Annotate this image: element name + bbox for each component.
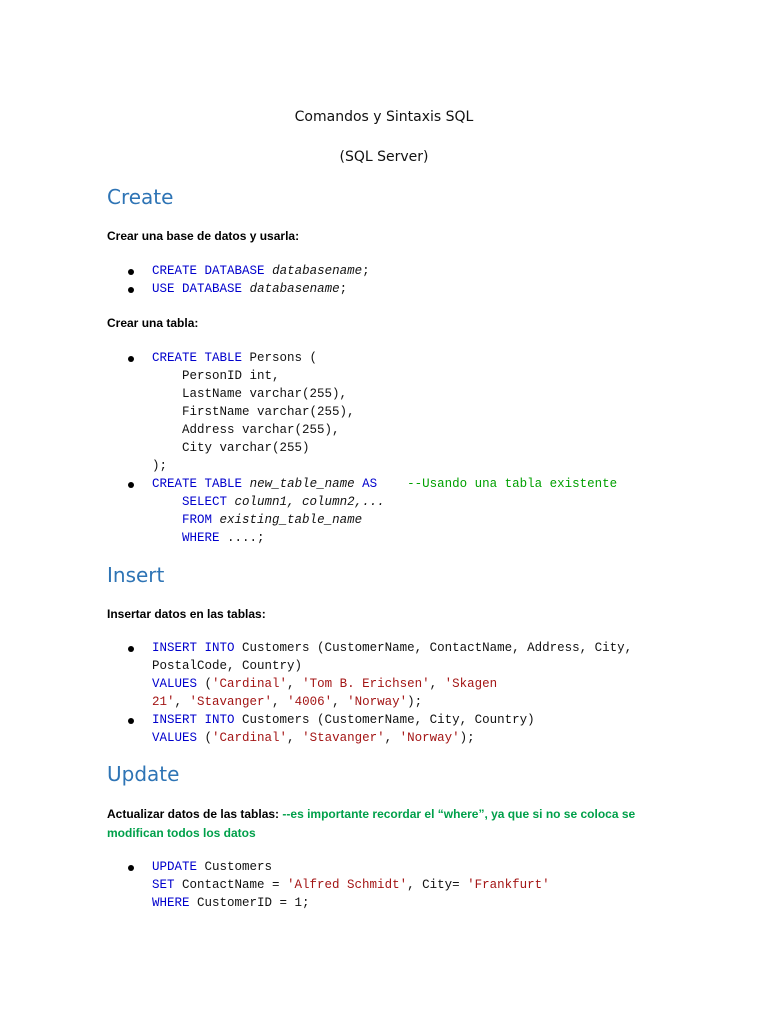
keyword: INTO: [204, 641, 235, 655]
keyword: CREATE: [152, 264, 198, 278]
para-update: Actualizar datos de las tablas: --es importante recordar el “where”, ya que si no se coloca se modifican todos los datos: [107, 807, 636, 840]
para-insert: Insertar datos en las tablas:: [107, 607, 266, 621]
keyword: WHERE: [152, 896, 190, 910]
keyword: SELECT: [182, 495, 228, 509]
heading-create: Create: [107, 185, 174, 209]
document-subtitle: (SQL Server): [339, 149, 429, 165]
identifier: new_table_name: [249, 477, 355, 491]
code-create-table-persons: CREATE TABLE Persons ( PersonID int, LastName varchar(255), FirstName varchar(255), Address varchar(255), City varchar(255) );: [152, 351, 355, 473]
code-create-table-as-select: CREATE TABLE new_table_name AS --Usando una tabla existente SELECT column1, column2,... FROM existing_table_name WHERE ....;: [152, 477, 618, 545]
keyword: VALUES: [152, 731, 198, 745]
keyword: FROM: [182, 513, 213, 527]
para-create-db: Crear una base de datos y usarla:: [107, 229, 300, 243]
keyword: TABLE: [204, 351, 243, 365]
document-title: Comandos y Sintaxis SQL: [294, 109, 474, 125]
bullet: [128, 349, 136, 357]
heading-insert: Insert: [107, 563, 165, 587]
keyword: TABLE: [204, 477, 243, 491]
identifier: databasename: [272, 264, 363, 278]
identifier: databasename: [249, 282, 340, 296]
keyword: CREATE: [152, 351, 198, 365]
bullet: [128, 639, 136, 647]
code-update: UPDATE Customers SET ContactName = 'Alfred Schmidt', City= 'Frankfurt' WHERE CustomerID = 1;: [152, 860, 550, 910]
heading-update: Update: [107, 762, 180, 786]
update-note: --es importante recordar el “where”, ya que si no se coloca se: [279, 807, 636, 821]
keyword: DATABASE: [204, 264, 265, 278]
code-insert-2: INSERT INTO Customers (CustomerName, City, Country) VALUES ('Cardinal', 'Stavanger', 'Norway');: [152, 713, 535, 745]
keyword: DATABASE: [182, 282, 243, 296]
keyword: AS: [362, 477, 378, 491]
bullet: [128, 280, 136, 288]
keyword: INSERT: [152, 641, 198, 655]
bullet: [128, 711, 136, 719]
keyword: VALUES: [152, 677, 198, 691]
bullet: [128, 475, 136, 483]
bullet: [128, 858, 136, 866]
code-insert-1: INSERT INTO Customers (CustomerName, ContactName, Address, City, PostalCode, Country) VALUES ('Cardinal', 'Tom B. Erichsen', 'Skagen 21', 'Stavanger', '4006', 'Norway');: [152, 641, 633, 709]
code-comment: --Usando una tabla existente: [407, 477, 618, 491]
keyword: USE: [152, 282, 175, 296]
keyword: INSERT: [152, 713, 198, 727]
para-create-table: Crear una tabla:: [107, 316, 199, 330]
keyword: INTO: [204, 713, 235, 727]
code-use-database: USE DATABASE databasename;: [152, 282, 348, 296]
keyword: SET: [152, 878, 175, 892]
keyword: UPDATE: [152, 860, 198, 874]
keyword: WHERE: [182, 531, 220, 545]
keyword: CREATE: [152, 477, 198, 491]
bullet: [128, 262, 136, 270]
code-create-database: CREATE DATABASE databasename;: [152, 264, 370, 278]
